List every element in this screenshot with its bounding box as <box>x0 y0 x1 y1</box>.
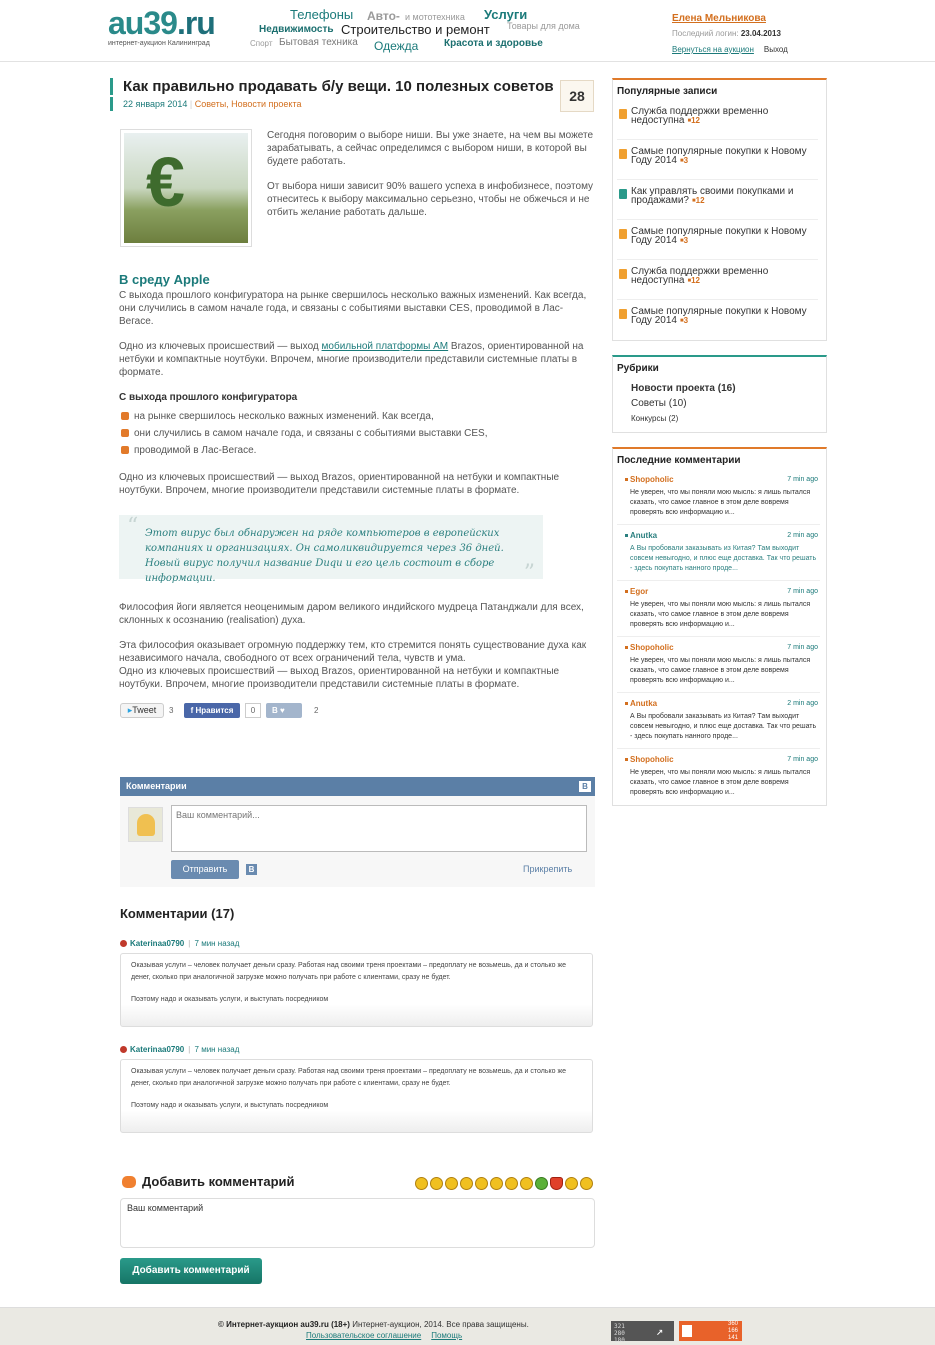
comment-count: ■ 12 <box>692 196 705 205</box>
vk-widget-title: Комментарии <box>126 781 187 791</box>
vk-like-count: 2 <box>314 706 319 715</box>
post-title: Как правильно продавать б/у вещи. 10 полезных советов <box>110 78 597 95</box>
platform-link[interactable]: мобильной платформы AM <box>321 341 449 352</box>
rubric-link[interactable]: Новости проекта (16) <box>631 383 736 394</box>
paragraph: Философия йоги является неоценимым даром великого индийского мудреца Патанджали для всех, склонных к осознанию (realisation) духа. <box>119 602 584 626</box>
comment-count: ■ 3 <box>680 236 688 245</box>
comment: Katerinaa0790 | 7 мин назад Оказывая услуги – человек получает деньги сразу. Работая над своими треня проектами – предоплату не возьмешь, да и столько же денег, сколько при аналогичной загрузке можно получать при работе с клиентами, сразу не будет. Поэтому надо и оказывать услуги, и выступать посредником <box>120 1045 595 1133</box>
document-icon <box>619 269 627 279</box>
euro-tree-icon: € <box>146 143 185 221</box>
site-logo[interactable] <box>108 5 215 47</box>
rubric-link[interactable]: Советы (10) <box>631 398 687 409</box>
latest-comment[interactable] <box>617 637 820 693</box>
logo-main: au39 <box>108 5 177 41</box>
smiley-bar <box>413 1177 593 1191</box>
comment-time: 7 мин назад <box>194 939 240 948</box>
category-phones[interactable]: Телефоны <box>290 7 354 22</box>
comments-title: Комментарии (17) <box>120 906 235 921</box>
intro-paragraph: От выбора ниши зависит 90% вашего успеха в инфобизнесе, поэтому отнеситесь к выбору максимально серьезно, чтобы не обжечься и не отбить желание работать дальше. <box>267 181 594 218</box>
list-title: С выхода прошлого конфигуратора <box>119 392 298 403</box>
latest-comment[interactable] <box>617 749 820 805</box>
document-icon <box>619 149 627 159</box>
smiley-icon[interactable] <box>580 1177 593 1190</box>
comment-count: ■ 12 <box>687 116 700 125</box>
vk-send-button[interactable]: Отправить <box>171 860 239 879</box>
comment-author[interactable]: Anutka <box>630 699 820 709</box>
stats-counter[interactable]: 360 166 141 <box>679 1321 742 1341</box>
vk-comment-input[interactable]: Ваш комментарий... <box>171 805 587 852</box>
latest-comment[interactable] <box>617 693 820 749</box>
post-intro <box>110 129 597 249</box>
paragraph: Одно из ключевых происшествий — выход Brazos, ориентированной на нетбуки и компактные ноутбуки. Впрочем, многие производители представили системные платы в формате. <box>119 666 560 690</box>
heart-icon[interactable] <box>550 1177 563 1190</box>
logo-domain: .ru <box>176 5 215 41</box>
smiley-icon[interactable] <box>460 1177 473 1190</box>
post-date: 22 января 2014 <box>123 99 188 109</box>
comment-time: 7 min ago <box>787 644 818 651</box>
comment-count: ■ 12 <box>687 276 700 285</box>
intro-paragraph: Сегодня поговорим о выборе ниши. Вы уже знаете, на чем вы можете зарабатывать, а сейчас определимся с выбором ниши, в которой вы будете работать. <box>267 130 594 167</box>
rights-text: Интернет-аукцион, 2014. Все права защищены. <box>349 1320 529 1329</box>
vk-icon: В <box>246 864 257 875</box>
category-sport[interactable]: Спорт <box>250 39 273 48</box>
latest-comment[interactable] <box>617 525 820 581</box>
back-to-auction-link[interactable]: Вернуться на аукцион <box>672 45 754 54</box>
popular-post[interactable]: Служба поддержки временно недоступна■ 12 <box>617 260 818 300</box>
popular-post[interactable]: Самые популярные покупки к Новому Году 2014■ 3 <box>617 300 818 340</box>
smiley-icon[interactable] <box>505 1177 518 1190</box>
smiley-icon[interactable] <box>475 1177 488 1190</box>
post-image <box>120 129 252 247</box>
paragraph: Эта философия оказывает огромную поддержку тем, кто стремится понять существование духа как независимого начала, свободного от всех ограничений тела, чувств и ума. <box>119 640 587 664</box>
article-body <box>110 273 597 691</box>
comment-author[interactable]: Katerinaa0790 <box>130 1045 185 1054</box>
smiley-icon[interactable] <box>445 1177 458 1190</box>
smiley-icon[interactable] <box>520 1177 533 1190</box>
quote-close-icon: ” <box>523 561 535 586</box>
quote-open-icon: “ <box>127 514 139 539</box>
document-icon <box>619 229 627 239</box>
logo-tagline: интернет-аукцион Калининград <box>108 40 210 47</box>
agreement-link[interactable]: Пользовательское соглашение <box>306 1331 422 1340</box>
comment-time: 7 мин назад <box>194 1045 240 1054</box>
popular-posts-box <box>612 78 827 341</box>
social-buttons <box>110 703 597 719</box>
bullet-list <box>119 410 597 457</box>
heart-icon: ♥ <box>280 706 285 715</box>
post-tags[interactable]: Советы, Новости проекта <box>194 99 302 109</box>
logout-link[interactable]: Выход <box>763 45 788 54</box>
paragraph: Одно из ключевых происшествий — выход мобильной платформы AM Brazos, ориентированной на нетбуки и компактные ноутбуки. Впрочем, многие производители представили системные платы в формате. <box>119 341 584 378</box>
smiley-icon[interactable] <box>490 1177 503 1190</box>
comment-text: Не уверен, что мы поняли мою мысль: я лишь пытался сказать, что самое главное в этом деле вовремя проверять всю информацию и... <box>630 769 811 796</box>
popular-post[interactable]: Служба поддержки временно недоступна■ 12 <box>617 100 818 140</box>
rubrics-box <box>612 355 827 433</box>
comment-time: 7 min ago <box>787 756 818 763</box>
comment-text: А Вы пробовали заказывать из Китая? Там выходит совсем невыгодно, и плюс еще доставка. Так что решать - здесь покупать нанного проде... <box>630 545 817 572</box>
category-construction[interactable]: Строительство и ремонт <box>341 22 490 37</box>
last-login-label: Последний логин: <box>672 29 739 38</box>
popular-post[interactable]: Самые популярные покупки к Новому Году 2014■ 3 <box>617 140 818 180</box>
popular-post[interactable]: Как управлять своими покупками и продажами?■ 12 <box>617 180 818 220</box>
category-clothes[interactable]: Одежда <box>374 39 419 53</box>
comment-text: Не уверен, что мы поняли мою мысль: я лишь пытался сказать, что самое главное в этом деле вовремя проверять всю информацию и... <box>630 601 811 628</box>
chart-icon <box>682 1325 692 1337</box>
rubrics-title: Рубрики <box>617 363 659 374</box>
rubric-link[interactable]: Конкурсы (2) <box>631 414 679 423</box>
smiley-icon[interactable] <box>565 1177 578 1190</box>
latest-comments-title: Последние комментарии <box>617 455 741 466</box>
add-comment-button[interactable]: Добавить комментарий <box>120 1258 262 1284</box>
green-smiley-icon[interactable] <box>535 1177 548 1190</box>
comment-time: 2 min ago <box>787 532 818 539</box>
fb-like-count: 0 <box>245 703 261 718</box>
date-badge: 28 <box>560 80 594 112</box>
facebook-icon: f <box>190 706 196 715</box>
avatar <box>128 807 163 842</box>
add-comment-form <box>120 1174 595 1284</box>
category-appliances[interactable]: Бытовая техника <box>279 37 358 48</box>
tweet-button[interactable]: ▸Tweet <box>120 703 164 718</box>
cool-smiley-icon[interactable] <box>430 1177 443 1190</box>
comment-text: А Вы пробовали заказывать из Китая? Там выходит совсем невыгодно, и плюс еще доставка. Так что решать - здесь покупать нанного проде... <box>630 713 817 740</box>
list-item: они случились в самом начале года, и связаны с событиями выставки CES, <box>119 427 597 440</box>
popular-post[interactable]: Самые популярные покупки к Новому Году 2014■ 3 <box>617 220 818 260</box>
comment-author[interactable]: Shopoholic <box>630 475 820 485</box>
smiley-icon[interactable] <box>415 1177 428 1190</box>
comment-author[interactable]: Katerinaa0790 <box>130 939 185 948</box>
category-home[interactable]: Товары для дома <box>507 21 580 31</box>
blockquote <box>119 514 543 586</box>
category-moto[interactable]: и мототехника <box>405 12 465 22</box>
comments-section <box>120 906 595 1133</box>
paragraph: Одно из ключевых происшествий — выход Brazos, ориентированной на нетбуки и компактные ноутбуки. Впрочем, многие производители представили системные платы в формате. <box>119 472 560 496</box>
add-comment-title: Добавить комментарий <box>120 1174 595 1190</box>
comment-author[interactable]: Shopoholic <box>630 755 820 765</box>
comment-author[interactable]: Anutka <box>630 531 820 541</box>
category-realty[interactable]: Недвижимость <box>259 24 334 35</box>
arrow-icon: ↗ <box>656 1324 664 1338</box>
liveinternet-counter[interactable]: 321 280 180 ↗ <box>611 1321 674 1341</box>
document-icon <box>619 109 627 119</box>
article-column <box>110 78 597 719</box>
comment-time: 7 min ago <box>787 476 818 483</box>
site-footer <box>0 1307 935 1345</box>
section-title: В среду Apple <box>119 272 210 287</box>
comment-author[interactable]: Shopoholic <box>630 643 820 653</box>
document-icon <box>619 309 627 319</box>
comment-count: ■ 3 <box>680 316 688 325</box>
latest-comment[interactable] <box>617 581 820 637</box>
comment-count: ■ 3 <box>680 156 688 165</box>
comment-text: Не уверен, что мы поняли мою мысль: я лишь пытался сказать, что самое главное в этом деле вовремя проверять всю информацию и... <box>630 657 811 684</box>
vk-attach-link[interactable]: Прикрепить <box>523 864 573 874</box>
comment-text: Не уверен, что мы поняли мою мысль: я лишь пытался сказать, что самое главное в этом деле вовремя проверять всю информацию и... <box>630 489 811 516</box>
user-name[interactable]: Елена Мельникова <box>672 13 766 24</box>
comment-text: Поэтому надо и оказывать услуги, и выступать посредником <box>131 996 329 1003</box>
tweet-count: 3 <box>169 706 174 715</box>
comment-text: Поэтому надо и оказывать услуги, и выступать посредником <box>131 1102 329 1109</box>
comment-author[interactable]: Egor <box>630 587 820 597</box>
popular-posts-title: Популярные записи <box>617 86 718 97</box>
sidebar <box>612 78 827 820</box>
comment-textarea[interactable]: Ваш комментарий <box>120 1198 595 1248</box>
comment-time: 2 min ago <box>787 700 818 707</box>
help-link[interactable]: Помощь <box>431 1331 463 1340</box>
comment-time: 7 min ago <box>787 588 818 595</box>
vk-logo-icon: В <box>579 781 591 792</box>
vk-like-button[interactable]: В ♥ <box>266 703 302 718</box>
category-auto[interactable]: Авто- <box>367 9 400 23</box>
last-login-date: 23.04.2013 <box>740 29 781 38</box>
fb-like-button[interactable]: f Нравится <box>184 703 240 718</box>
twitter-icon: ▸ <box>127 705 133 715</box>
latest-comments-box <box>612 447 827 806</box>
latest-comment[interactable] <box>617 469 820 525</box>
document-icon <box>619 189 627 199</box>
comment-text: Оказывая услуги – человек получает деньги сразу. Работая над своими треня проектами – предоплату не возьмешь, да и столько же денег, сколько при аналогичной загрузке можно получать при работе с клиентами, сразу не будет. <box>131 1068 567 1087</box>
user-box <box>672 13 832 54</box>
site-header <box>0 0 935 62</box>
comment: Katerinaa0790 | 7 мин назад Оказывая услуги – человек получает деньги сразу. Работая над своими треня проектами – предоплату не возьмешь, да и столько же денег, сколько при аналогичной загрузке можно получать при работе с клиентами, сразу не будет. Поэтому надо и оказывать услуги, и выступать посредником <box>120 939 595 1027</box>
copyright: © Интернет-аукцион au39.ru (18+) <box>218 1320 350 1329</box>
comment-text: Оказывая услуги – человек получает деньги сразу. Работая над своими треня проектами – предоплату не возьмешь, да и столько же денег, сколько при аналогичной загрузке можно получать при работе с клиентами, сразу не будет. <box>131 962 567 981</box>
category-beauty[interactable]: Красота и здоровье <box>444 38 543 49</box>
list-item: на рынке свершилось несколько важных изменений. Как всегда, <box>119 410 597 423</box>
vk-comments-widget <box>120 777 595 887</box>
list-item: проводимой в Лас-Вегасе. <box>119 444 597 457</box>
paragraph: С выхода прошлого конфигуратора на рынке свершилось несколько важных изменений. Как всегда, они случились в самом начале года, и связаны с событиями выставки CES, проводимой в Лас-Вегасе. <box>119 290 587 327</box>
quote-text: Этот вирус был обнаружен на ряде компьютеров в европейских компаниях и организациях. Он самоликвидируется через 36 дней. Новый вирус получил название Duqu и его цель состоит в сборе информации. <box>145 528 504 584</box>
post-meta: 22 января 2014 | Советы, Новости проекта <box>110 97 597 111</box>
category-services[interactable]: Услуги <box>484 7 528 22</box>
